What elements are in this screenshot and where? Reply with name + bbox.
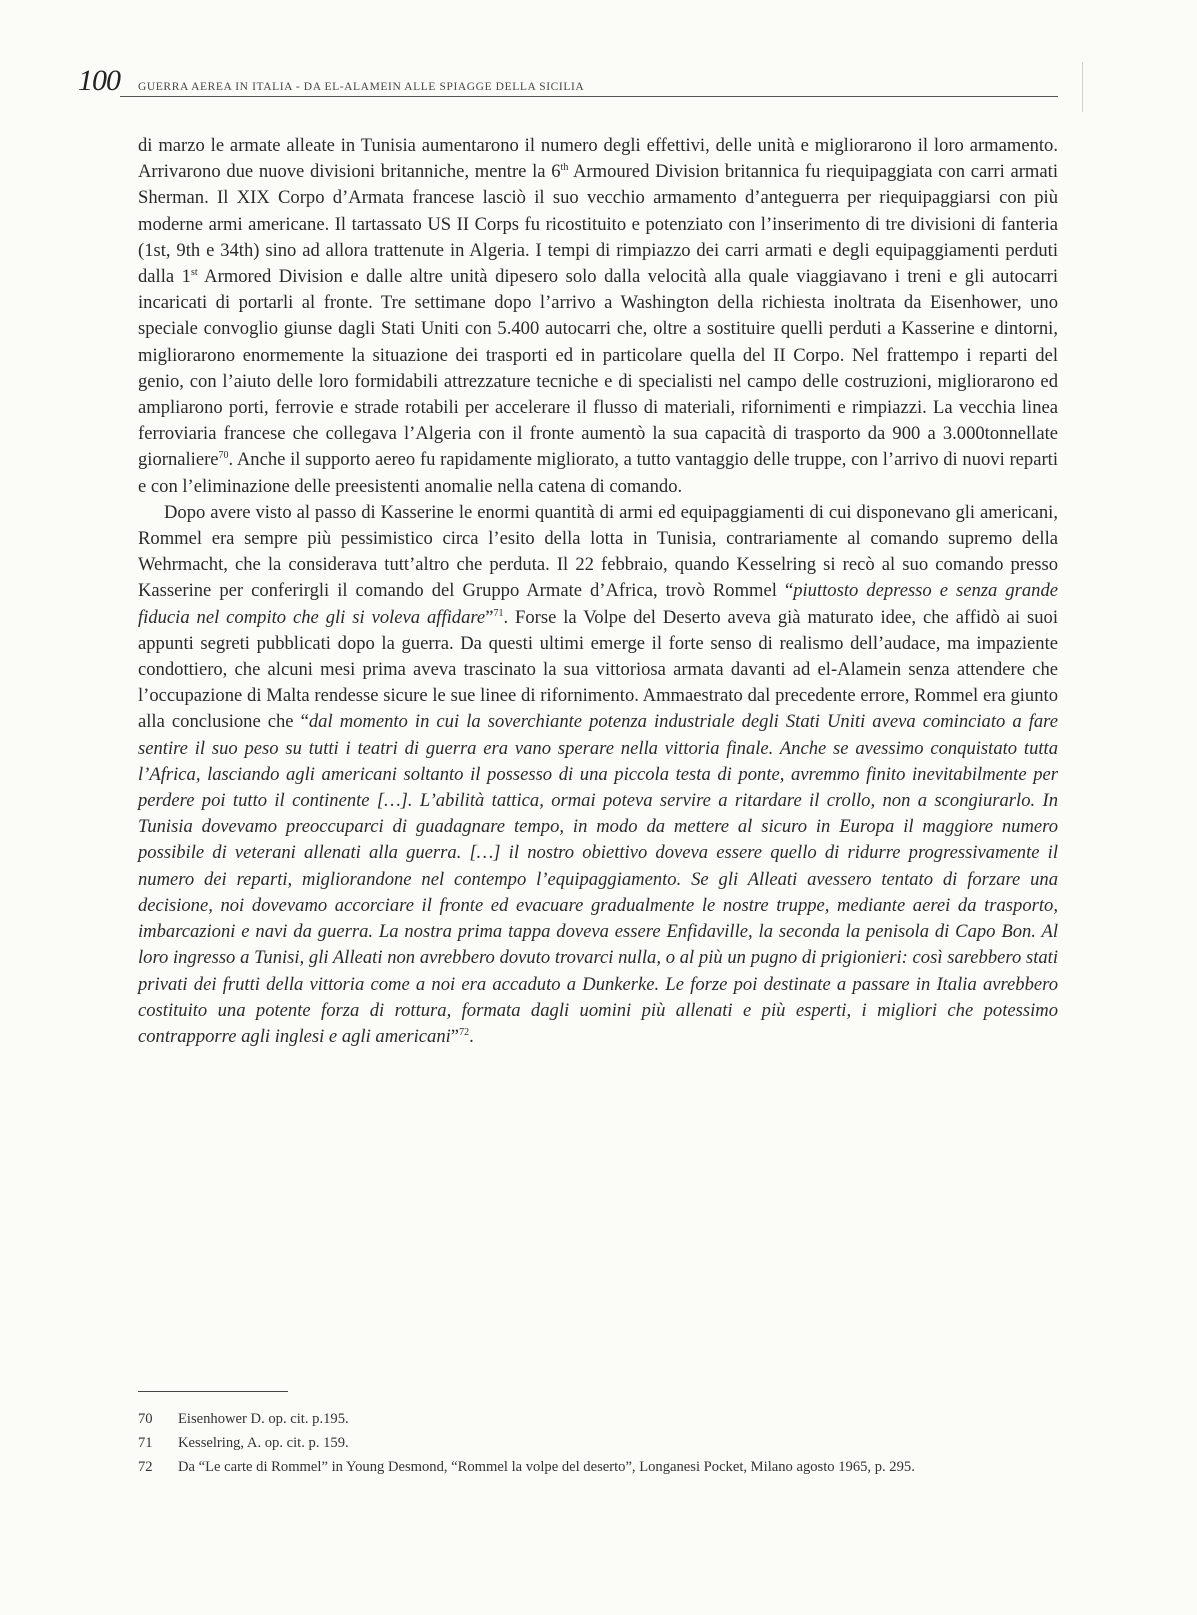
- footnote-71: [138, 1431, 1058, 1455]
- footnotes: [138, 1407, 1058, 1479]
- footnote-number: 72: [138, 1459, 153, 1475]
- footnote-70: [138, 1407, 1058, 1431]
- text-span: .: [469, 1025, 474, 1047]
- quote-kesselring: piuttosto depresso e senza grande fiducia nel compito che gli si voleva affidare: [138, 580, 1058, 628]
- footnote-ref-70[interactable]: 70: [218, 450, 229, 462]
- text-span: di marzo le armate alleate in Tunisia aumentarono il numero degli effettivi, delle unità e migliorarono il loro armamento. Arrivarono due nuove divisioni britanniche, mentre la 6: [138, 135, 1058, 183]
- footnote-ref-71[interactable]: 71: [493, 607, 504, 619]
- text-span: ”: [485, 606, 494, 628]
- text-span: . Forse la Volpe del Deserto aveva già maturato idee, che affidò ai suoi appunti segreti pubblicati dopo la guerra. Da questi ultimi emerge il forte senso di realismo dell’audace, ma impaziente condottiero, che alcuni mesi prima aveva trascinato la sua vittoriosa armata davanti ad el-Alamein senza attendere che l’occupazione di Malta rendesse sicure le sue linee di rifornimento. Ammaestrato dal precedente errore, Rommel era giunto alla conclusione che “: [138, 606, 1058, 733]
- text-span: Armored Division e dalle altre unità dipesero solo dalla velocità alla quale viaggiavano i treni e gli autocarri incaricati di portarli al fronte. Tre settimane dopo l’arrivo a Washington della richiesta inoltrata da Eisenhower, uno speciale convoglio giunse dagli Stati Uniti con 5.400 autocarri che, oltre a sostituire quelli perduti a Kasserine e dintorni, migliorarono enormemente la situazione dei trasporti ed in particolare quella del II Corpo. Nel frattempo i reparti del genio, con l’aiuto delle loro formidabili attrezzature tecniche e di specialisti nel campo delle costruzioni, migliorarono ed ampliarono porti, ferrovie e strade rotabili per accelerare il flusso di materiali, rifornimenti e rimpiazzi. La vecchia linea ferroviaria francese che collegava l’Algeria con il fronte aumentò la sua capacità di trasporto da 900 a 3.000tonnellate giornaliere: [138, 266, 1058, 471]
- text-span: Dopo avere visto al passo di Kasserine le enormi quantità di armi ed equipaggiamenti di cui disponevano gli americani, Rommel era sempre più pessimistico circa l’esito della lotta in Tunisia, contrariamente al comando supremo della Wehrmacht, che la considerava tutt’altro che perduta. Il 22 febbraio, quando Kesselring si recò al suo comando presso Kasserine per conferirgli il comando del Gruppo Armate d’Africa, trovò Rommel “: [138, 501, 1058, 602]
- footnote-number: 70: [138, 1411, 153, 1427]
- running-title: GUERRA AEREA IN ITALIA - DA EL-ALAMEIN ALLE SPIAGGE DELLA SICILIA: [138, 81, 585, 93]
- footnote-ref-72[interactable]: 72: [459, 1026, 470, 1038]
- footnote-rule: [138, 1391, 288, 1392]
- page-number: 100: [78, 64, 120, 97]
- paragraph-1: [138, 133, 1058, 500]
- ordinal-suffix: st: [190, 267, 198, 279]
- header-rule: [120, 96, 1058, 97]
- quote-rommel: dal momento in cui la soverchiante potenza industriale degli Stati Uniti aveva cominciato a fare sentire il suo peso su tutti i teatri di guerra era vano sperare nella vittoria finale. Anche se avessimo conquistato tutta l’Africa, lasciando agli americani soltanto il possesso di una piccola testa di ponte, avremmo finito inevitabilmente per perdere poi tutto il continente […]. L’abilità tattica, ormai poteva servire a ritardare il crollo, non a scongiurarlo. In Tunisia dovevamo preoccuparci di guadagnare tempo, in modo da mettere al sicuro in Europa il maggiore numero possibile di veterani allenati alla guerra. […] il nostro obiettivo doveva essere quello di ridurre progressivamente il numero dei reparti, migliorandone nel contempo l’equipaggiamento. Se gli Alleati avessero tentato di forzare una decisione, noi dovevamo accorciare il fronte ed evacuare gradualmente le nostre truppe, mediante aerei da trasporto, imbarcazioni e navi da guerra. La nostra prima tappa doveva essere Enfidaville, la seconda la penisola di Capo Bon. Al loro ingresso a Tunisi, gli Alleati non avrebbero dovuto trovarci nulla, o al più un pugno di prigionieri: così sarebbero stati privati dei frutti della vittoria come a noi era accaduto a Dunkerke. Le forze poi destinate a passare in Italia avrebbero costituito una potente forza di rottura, formata dagli uomini più allenati e più esperti, i migliori che potessimo contrapporre agli inglesi e agli americani: [138, 711, 1058, 1047]
- running-header: [78, 64, 1058, 98]
- main-text: [138, 133, 1058, 1050]
- footnote-text: Da “Le carte di Rommel” in Young Desmond, “Rommel la volpe del deserto”, Longanesi Pocket, Milano agosto 1965, p. 295.: [178, 1459, 915, 1475]
- footnote-text: Eisenhower D. op. cit. p.195.: [178, 1411, 349, 1427]
- page-edge-mark: [1064, 62, 1083, 112]
- paragraph-2: [138, 500, 1058, 1050]
- text-span: Armoured Division britannica fu riequipaggiata con carri armati Sherman. Il XIX Corpo d’Armata francese lasciò il suo vecchio armamento d’anteguerra per riequipaggiarsi con più moderne armi americane. Il tartassato US II Corps fu ricostituito e potenziato con l’inserimento di tre divisioni di fanteria (1st, 9th e 34th) sino ad allora trattenute in Algeria. I tempi di rimpiazzo dei carri armati e degli equipaggiamenti perduti dalla 1: [138, 161, 1058, 288]
- ordinal-suffix: th: [560, 162, 569, 174]
- text-span: . Anche il supporto aereo fu rapidamente migliorato, a tutto vantaggio delle truppe, con l’arrivo di nuovi reparti e con l’eliminazione delle preesistenti anomalie nella catena di comando.: [138, 449, 1058, 497]
- text-span: ”: [450, 1025, 460, 1047]
- footnote-number: 71: [138, 1435, 153, 1451]
- footnote-72: [138, 1455, 1058, 1479]
- footnote-text: Kesselring, A. op. cit. p. 159.: [178, 1435, 349, 1451]
